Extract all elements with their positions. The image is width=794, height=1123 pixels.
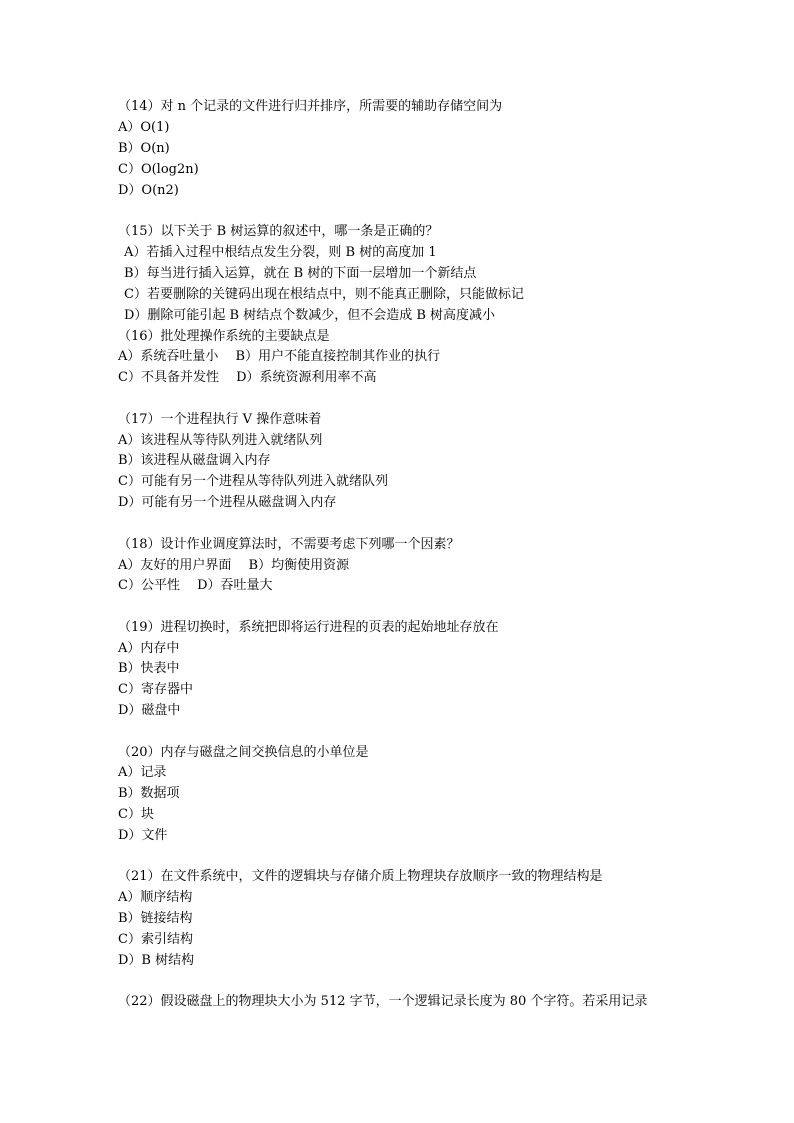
question-21-option-d: D）B 树结构	[118, 953, 195, 968]
question-14-option-a: A）O(1)	[118, 120, 170, 135]
question-15-option-a: A）若插入过程中根结点发生分裂，则 B 树的高度加 1	[124, 245, 437, 260]
question-17-stem: （17）一个进程执行 V 操作意味着	[118, 412, 322, 427]
question-17-option-a: A）该进程从等待队列进入就绪队列	[118, 433, 323, 448]
question-22-stem: （22）假设磁盘上的物理块大小为 512 字节，一个逻辑记录长度为 80 个字符。若采用记录	[118, 994, 648, 1009]
question-14-option-b: B）O(n)	[118, 141, 170, 156]
question-20-option-b: B）数据项	[118, 786, 180, 801]
question-20-option-c: C）块	[118, 807, 154, 822]
question-17-option-d: D）可能有另一个进程从磁盘调入内存	[118, 495, 337, 510]
question-17-option-c: C）可能有另一个进程从等待队列进入就绪队列	[118, 474, 388, 489]
question-15-option-d: D）删除可能引起 B 树结点个数减少，但不会造成 B 树高度减小	[124, 308, 496, 323]
question-19-stem: （19）进程切换时，系统把即将运行进程的页表的起始地址存放在	[118, 620, 499, 635]
question-20-option-a: A）记录	[118, 765, 167, 780]
question-14-option-c: C）O(log2n)	[118, 162, 199, 177]
question-20-option-d: D）文件	[118, 828, 168, 843]
question-18-options-ab: A）友好的用户界面 B）均衡使用资源	[118, 558, 350, 573]
question-17-option-b: B）该进程从磁盘调入内存	[118, 453, 271, 468]
question-19-option-b: B）快表中	[118, 661, 180, 676]
question-18-options-cd: C）公平性 D）吞吐量大	[118, 578, 273, 593]
question-19-option-d: D）磁盘中	[118, 703, 181, 718]
question-15-option-c: C）若要删除的关键码出现在根结点中，则不能真正删除，只能做标记	[124, 287, 524, 302]
question-21-option-c: C）索引结构	[118, 932, 193, 947]
question-14-option-d: D）O(n2)	[118, 183, 179, 198]
question-19-option-a: A）内存中	[118, 641, 180, 656]
question-21-option-a: A）顺序结构	[118, 890, 193, 905]
question-19-option-c: C）寄存器中	[118, 682, 193, 697]
question-14-stem: （14）对 n 个记录的文件进行归并排序，所需要的辅助存储空间为	[118, 99, 503, 114]
question-16-options-cd: C）不具备并发性 D）系统资源利用率不高	[118, 370, 377, 385]
question-16-stem: （16）批处理操作系统的主要缺点是	[118, 329, 330, 344]
question-20-stem: （20）内存与磁盘之间交换信息的小单位是	[118, 745, 369, 760]
question-15-stem: （15）以下关于 B 树运算的叙述中，哪一条是正确的？	[118, 224, 439, 239]
question-16-options-ab: A）系统吞吐量小 B）用户不能直接控制其作业的执行	[118, 349, 441, 364]
question-21-stem: （21）在文件系统中，文件的逻辑块与存储介质上物理块存放顺序一致的物理结构是	[118, 869, 603, 884]
question-18-stem: （18）设计作业调度算法时，不需要考虑下列哪一个因素？	[118, 537, 460, 552]
question-21-option-b: B）链接结构	[118, 911, 193, 926]
question-15-option-b: B）每当进行插入运算，就在 B 树的下面一层增加一个新结点	[124, 266, 477, 281]
